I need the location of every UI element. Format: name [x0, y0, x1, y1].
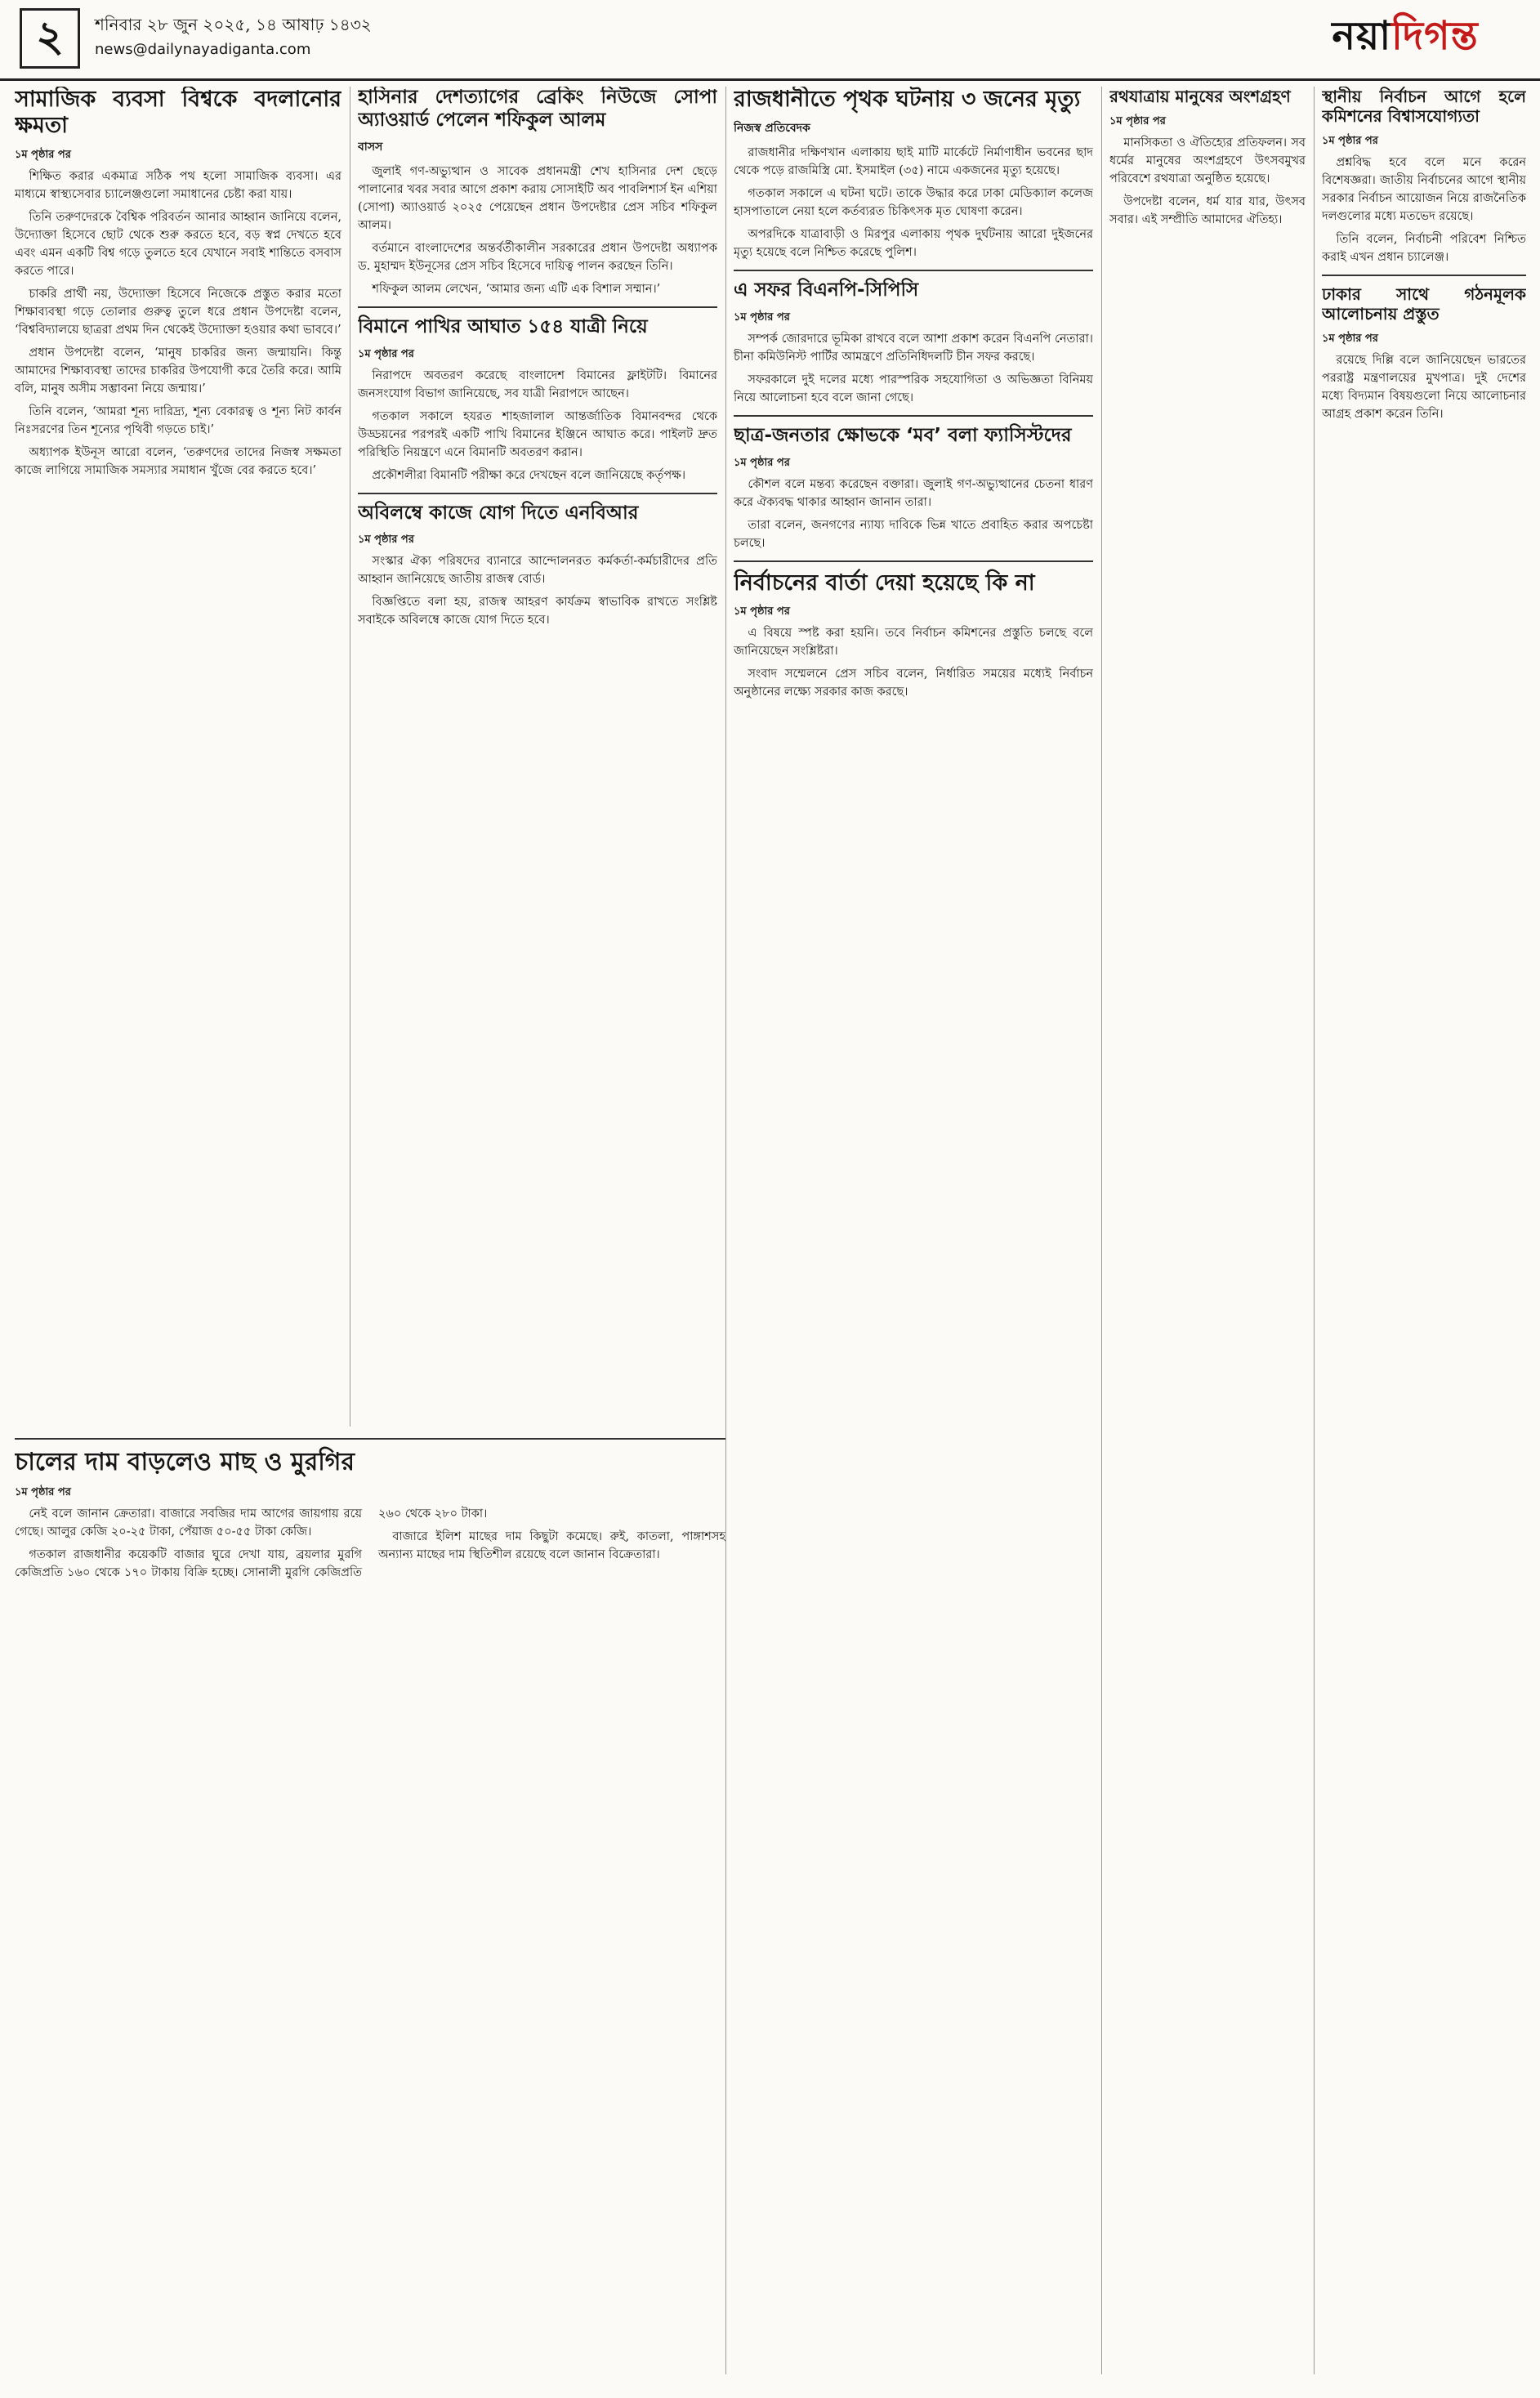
paragraph: প্রশ্নবিদ্ধ হবে বলে মনে করেন বিশেষজ্ঞরা। জাতীয় নির্বাচনের আগে স্থানীয় সরকার নির্বাচন আয়োজন নিয়ে রাজনৈতিক দলগুলোর মধ্যে মতভেদ রয়েছে। [1322, 156, 1526, 223]
continued-label: ১ম পৃষ্ঠার পর [358, 534, 414, 547]
paragraph: এ বিষয়ে স্পষ্ট করা হয়নি। তবে নির্বাচন কমিশনের প্রস্তুতি চলছে বলে জানিয়েছেন সংশ্লিষ্টরা। [734, 626, 1093, 658]
article-election-message [734, 570, 1093, 701]
headline: ঢাকার সাথে গঠনমূলক আলোচনায় প্রস্তুত [1322, 284, 1526, 324]
article-local-election [1322, 87, 1526, 266]
divider [358, 493, 717, 494]
headline: রথযাত্রায় মানুষের অংশগ্রহণ [1109, 87, 1291, 106]
headline: স্থানীয় নির্বাচন আগে হলে কমিশনের বিশ্বাসযোগ্যতা [1322, 87, 1526, 126]
article-rice-price [15, 1448, 725, 1582]
headline: হাসিনার দেশত্যাগের ব্রেকিং নিউজে সোপা অ্যাওয়ার্ড পেলেন শফিকুল আলম [358, 87, 717, 131]
column-3 [734, 87, 1093, 2374]
paragraph: সংবাদ সম্মেলনে প্রেস সচিব বলেন, নির্ধারিত সময়ের মধ্যেই নির্বাচন অনুষ্ঠানের লক্ষ্যে সরকার কাজ করছে। [734, 667, 1093, 699]
article-body [15, 1505, 725, 1582]
paragraph: রাজধানীর দক্ষিণখান এলাকায় ছাই মাটি মার্কেটে নির্মাণাধীন ভবনের ছাদ থেকে পড়ে রাজমিস্ত্রি মো. ইসমাইল (৩৫) নামে একজনের মৃত্যু হয়েছে। [734, 146, 1093, 178]
article-three-deaths [734, 87, 1093, 261]
paragraph: শিক্ষিত করার একমাত্র সঠিক পথ হলো সামাজিক ব্যবসা। এর মাধ্যমে স্বাস্থ্যসেবার চ্যালেঞ্জগুলো সমাধানের চেষ্টা করা যায়। [15, 169, 341, 201]
divider [358, 306, 717, 308]
byline: নিজস্ব প্রতিবেদক [734, 122, 810, 136]
column-divider [725, 87, 726, 2374]
headline: চালের দাম বাড়লেও মাছ ও মুরগির [15, 1448, 355, 1476]
headline: সামাজিক ব্যবসা বিশ্বকে বদলানোর ক্ষমতা [15, 87, 341, 139]
column-5 [1322, 87, 1526, 2374]
paragraph: মানসিকতা ও ঐতিহ্যের প্রতিফলন। সব ধর্মের মানুষের অংশগ্রহণে উৎসবমুখর পরিবেশে রথযাত্রা অনুষ্ঠিত হয়েছে। [1109, 136, 1306, 185]
paragraph: জুলাই গণ-অভ্যুত্থান ও সাবেক প্রধানমন্ত্রী শেখ হাসিনার দেশ ছেড়ে পালানোর খবর সবার আগে প্রকাশ করায় সোসাইটি অব পাবলিশার্স ইন এশিয়া (সোপা) অ্যাওয়ার্ড ২০২৫ পেয়েছেন প্রধান উপদেষ্টার প্রেস সচিব শফিকুল আলম। [358, 165, 717, 233]
page-number: ২ [20, 8, 80, 69]
paragraph: অধ্যাপক ইউনূস আরো বলেন, ‘তরুণদের তাদের নিজস্ব সক্ষমতা কাজে লাগিয়ে সামাজিক সমস্যার সমাধান খুঁজে বের করতে হবে।’ [15, 445, 341, 477]
article-rath-yatra [1109, 87, 1306, 229]
paragraph: চাকরি প্রার্থী নয়, উদ্যোক্তা হিসেবে নিজেকে প্রস্তুত করার মতো শিক্ষাব্যবস্থা গড়ে তোলার গুরুত্ব তুলে ধরে প্রধান উপদেষ্টা বলেন, ‘বিশ্ববিদ্যালয়ে ছাত্ররা প্রথম দিন থেকেই উদ্যোক্তা হওয়ার কথা ভাববে।’ [15, 287, 341, 337]
paragraph: তারা বলেন, জনগণের ন্যায্য দাবিকে ভিন্ন খাতে প্রবাহিত করার অপচেষ্টা চলছে। [734, 518, 1093, 550]
headline: এ সফর বিএনপি-সিপিসি [734, 279, 919, 301]
paragraph: কৌশল বলে মন্তব্য করেছেন বক্তারা। জুলাই গণ-অভ্যুত্থানের চেতনা ধারণ করে ঐক্যবদ্ধ থাকার আহ্বান জানান তারা। [734, 477, 1093, 509]
divider [15, 1438, 725, 1440]
article-bnp-cpc [734, 279, 1093, 407]
paragraph: বাজারে ইলিশ মাছের দাম কিছুটা কমেছে। রুই, কাতলা, পাঙ্গাশসহ অন্যান্য মাছের দাম স্থিতিশীল রয়েছে বলে জানান বিক্রেতারা। [378, 1530, 725, 1561]
masthead [0, 0, 1540, 81]
paragraph: বিজ্ঞপ্তিতে বলা হয়, রাজস্ব আহরণ কার্যক্রম স্বাভাবিক রাখতে সংশ্লিষ্ট সবাইকে অবিলম্বে কাজে যোগ দিতে হবে। [358, 596, 717, 627]
column-1-bottom [15, 1430, 725, 2378]
paragraph: সফরকালে দুই দলের মধ্যে পারস্পরিক সহযোগিতা ও অভিজ্ঞতা বিনিময় নিয়ে আলোচনা হবে বলে জানা গেছে। [734, 373, 1093, 404]
paragraph: গতকাল সকালে হযরত শাহজালাল আন্তর্জাতিক বিমানবন্দর থেকে উড্ডয়নের পরপরই একটি পাখি বিমানের ইঞ্জিনে আঘাত করে। পাইলট দ্রুত পরিস্থিতি নিয়ন্ত্রণে এনে বিমানটি অবতরণ করান। [358, 409, 717, 459]
headline: ছাত্র-জনতার ক্ষোভকে ‘মব’ বলা ফ্যাসিস্টদের [734, 424, 1072, 446]
paragraph: গতকাল রাজধানীর কয়েকটি বাজার ঘুরে দেখা যায়, ব্রয়লার মুরগি কেজিপ্রতি ১৬০ থেকে ১৭০ টাকায় বিক্রি হচ্ছে। সোনালী মুরগি কেজিপ্রতি ২৬০ থেকে ২৮০ টাকা। [15, 1507, 488, 1579]
headline: নির্বাচনের বার্তা দেয়া হয়েছে কি না [734, 569, 1035, 596]
paragraph: তিনি তরুণদেরকে বৈশ্বিক পরিবর্তন আনার আহ্বান জানিয়ে বলেন, উদ্যোক্তা হিসেবে ছোট থেকে শুরু করতে হবে, বড় স্বপ্ন দেখতে হবে এবং এমন একটি বিশ্ব গড়ে তুলতে হবে যেখানে সবাই শান্তিতে বসবাস করতে পারে। [15, 210, 341, 278]
paragraph: প্রকৌশলীরা বিমানটি পরীক্ষা করে দেখছেন বলে জানিয়েছে কর্তৃপক্ষ। [372, 468, 686, 482]
paragraph: বর্তমানে বাংলাদেশের অন্তর্বর্তীকালীন সরকারের প্রধান উপদেষ্টা অধ্যাপক ড. মুহাম্মদ ইউনূসের প্রেস সচিব হিসেবে দায়িত্ব পালন করছেন তিনি। [358, 242, 717, 274]
date-line: শনিবার ২৮ জুন ২০২৫, ১৪ আষাঢ় ১৪৩২ [95, 15, 372, 34]
paragraph: নিরাপদে অবতরণ করেছে বাংলাদেশ বিমানের ফ্লাইটটি। বিমানের জনসংযোগ বিভাগ জানিয়েছে, সব যাত্রী নিরাপদে আছেন। [358, 368, 717, 400]
continued-label: ১ম পৃষ্ঠার পর [734, 456, 790, 469]
paragraph: উপদেষ্টা বলেন, ধর্ম যার যার, উৎসব সবার। এই সম্প্রীতি আমাদের ঐতিহ্য। [1109, 195, 1306, 226]
paragraph: নেই বলে জানান ক্রেতারা। বাজারে সবজির দাম আগের জায়গায় রয়ে গেছে। আলুর কেজি ২০-২৫ টাকা, পেঁয়াজ ৫০-৫৫ টাকা কেজি। [15, 1507, 362, 1538]
paragraph: তিনি বলেন, নির্বাচনী পরিবেশ নিশ্চিত করাই এখন প্রধান চ্যালেঞ্জ। [1322, 233, 1526, 264]
newspaper-logo [1295, 10, 1515, 67]
article-nbr [358, 502, 717, 630]
article-shafiqul-alam-award [358, 87, 717, 298]
headline: বিমানে পাখির আঘাত ১৫৪ যাত্রী নিয়ে [358, 316, 648, 338]
divider [734, 270, 1093, 271]
headline: রাজধানীতে পৃথক ঘটনায় ৩ জনের মৃত্যু [734, 87, 1081, 112]
article-social-business [15, 87, 341, 480]
paragraph: সংস্কার ঐক্য পরিষদের ব্যানারে আন্দোলনরত কর্মকর্তা-কর্মচারীদের প্রতি আহ্বান জানিয়েছে জাতীয় রাজস্ব বোর্ড। [358, 555, 717, 587]
paragraph: গতকাল সকালে এ ঘটনা ঘটে। তাকে উদ্ধার করে ঢাকা মেডিক্যাল কলেজ হাসপাতালে নেয়া হলে কর্তব্যরত চিকিৎসক মৃত ঘোষণা করেন। [734, 187, 1093, 219]
continued-label: ১ম পৃষ্ঠার পর [734, 310, 790, 324]
column-2 [358, 87, 717, 1427]
divider [734, 415, 1093, 417]
divider [734, 560, 1093, 562]
column-4 [1109, 87, 1306, 1312]
paragraph: অপরদিকে যাত্রাবাড়ী ও মিরপুর এলাকায় পৃথক দুর্ঘটনায় আরো দুইজনের মৃত্যু হয়েছে বলে নিশ্চিত করেছে পুলিশ। [734, 228, 1093, 260]
paragraph: তিনি বলেন, ‘আমরা শূন্য দারিদ্র্য, শূন্য বেকারত্ব ও শূন্য নিট কার্বন নিঃসরণের তিন শূন্যের পৃথিবী গড়তে চাই।’ [15, 404, 341, 436]
paragraph: রয়েছে দিল্লি বলে জানিয়েছেন ভারতের পররাষ্ট্র মন্ত্রণালয়ের মুখপাত্র। দুই দেশের মধ্যে বিদ্যমান বিষয়গুলো নিয়ে আলোচনার আগ্রহ প্রকাশ করেন তিনি। [1322, 354, 1526, 421]
continued-label: ১ম পৃষ্ঠার পর [15, 1486, 71, 1498]
paragraph: প্রধান উপদেষ্টা বলেন, ‘মানুষ চাকরির জন্য জন্মায়নি। কিন্তু আমাদের শিক্ষাব্যবস্থা তাদের চাকরির উপযোগী করে তৈরি করে। আমি বলি, মানুষ অসীম সম্ভাবনা নিয়ে জন্মায়।’ [15, 346, 341, 395]
logo-text-part1: নয়া [1332, 12, 1392, 59]
paragraph: শফিকুল আলম লেখেন, ‘আমার জন্য এটি এক বিশাল সম্মান।’ [372, 283, 661, 297]
article-bird-strike [358, 316, 717, 485]
article-dhaka-dialogue [1322, 284, 1526, 423]
column-divider [1314, 87, 1315, 2374]
continued-label: ১ম পৃষ্ঠার পর [1322, 135, 1378, 147]
column-divider [1101, 87, 1102, 2374]
continued-label: ১ম পৃষ্ঠার পর [1109, 115, 1166, 127]
byline: বাসস [358, 141, 383, 154]
logo-text-part2: দিগন্ত [1391, 12, 1479, 59]
paragraph: সম্পর্ক জোরদারে ভূমিকা রাখবে বলে আশা প্রকাশ করেন বিএনপি নেতারা। চীনা কমিউনিস্ট পার্টির আমন্ত্রণে প্রতিনিধিদলটি চীন সফর করছে। [734, 332, 1093, 364]
continued-label: ১ম পৃষ্ঠার পর [1322, 333, 1378, 345]
article-mob-fascists [734, 425, 1093, 552]
email-address: news@dailynayadiganta.com [95, 41, 311, 58]
headline: অবিলম্বে কাজে যোগ দিতে এনবিআর [358, 502, 639, 524]
continued-label: ১ম পৃষ্ঠার পর [734, 605, 790, 618]
continued-label: ১ম পৃষ্ঠার পর [15, 148, 71, 161]
divider [1322, 275, 1526, 276]
continued-label: ১ম পৃষ্ঠার পর [358, 347, 414, 360]
